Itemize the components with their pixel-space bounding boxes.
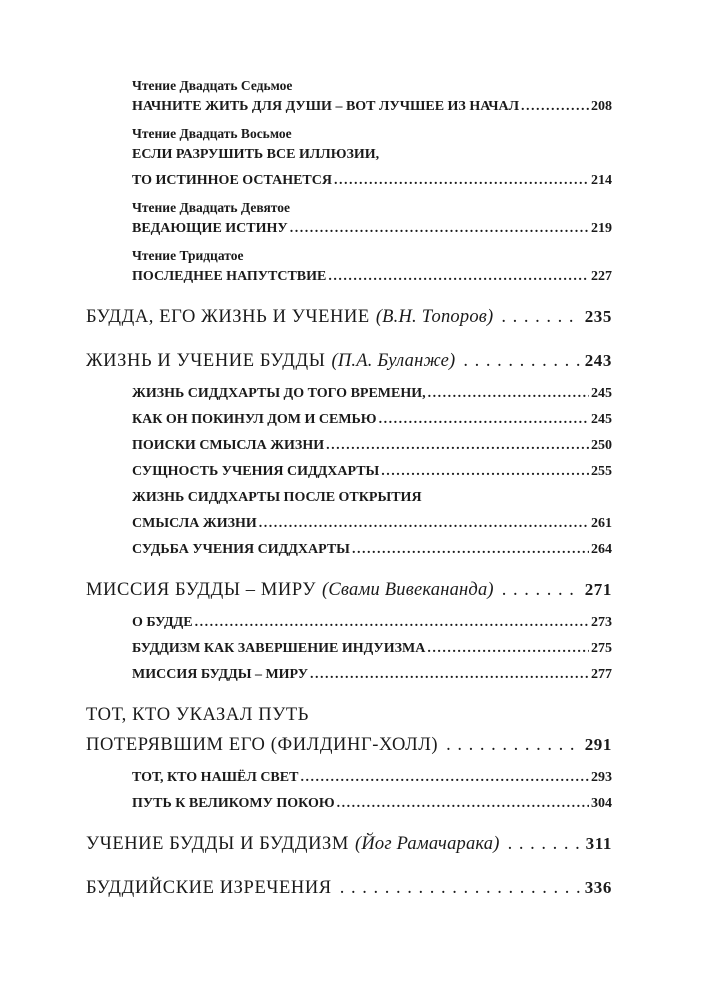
toc-section — [86, 302, 612, 332]
toc-line[interactable] — [132, 538, 612, 561]
page-number: 264 — [591, 542, 612, 557]
entry-title: ТОТ, КТО НАШЁЛ СВЕТ — [132, 770, 299, 785]
page-number: 261 — [591, 516, 612, 531]
reading-heading: Чтение Двадцать Девятое — [132, 200, 290, 215]
toc-entry — [132, 246, 612, 288]
section-heading[interactable] — [86, 302, 612, 332]
leader-dots — [521, 95, 589, 118]
leader-dots — [300, 766, 589, 789]
section-author: (В.Н. Топоров) — [375, 307, 494, 327]
subsection-list — [132, 766, 612, 815]
entry-title: ВЕДАЮЩИЕ ИСТИНУ — [132, 221, 288, 236]
readings-list — [132, 76, 612, 288]
page-number: 219 — [591, 221, 612, 236]
page-number: 336 — [584, 878, 612, 897]
leader-dots — [328, 265, 589, 288]
leader-dots — [310, 663, 589, 686]
toc-line[interactable] — [132, 265, 612, 288]
leader-dots — [259, 512, 589, 535]
entry-title: СУЩНОСТЬ УЧЕНИЯ СИДДХАРТЫ — [132, 464, 380, 479]
section-heading[interactable] — [86, 346, 612, 376]
toc-entry — [132, 76, 612, 118]
page-number: 275 — [591, 641, 612, 656]
entry-title: СМЫСЛА ЖИЗНИ — [132, 516, 257, 531]
page-number: 245 — [591, 386, 612, 401]
toc-line[interactable] — [132, 169, 612, 192]
section-author: (Йог Рамачарака) — [354, 834, 500, 854]
toc-line[interactable] — [132, 792, 612, 815]
leader-dots — [352, 538, 589, 561]
page-number: 271 — [584, 580, 612, 599]
table-of-contents — [86, 74, 612, 903]
entry-title-line: ЕСЛИ РАЗРУШИТЬ ВСЕ ИЛЛЮЗИИ, — [132, 147, 380, 162]
section-title: ПОТЕРЯВШИМ ЕГО (ФИЛДИНГ-ХОЛЛ) — [86, 735, 439, 755]
leader-dots — [427, 637, 589, 660]
page-number: 208 — [591, 99, 612, 114]
leader-dots — [502, 575, 581, 605]
toc-entry — [132, 124, 612, 192]
leader-dots — [463, 346, 580, 376]
entry-title: О БУДДЕ — [132, 615, 193, 630]
section-title: УЧЕНИЕ БУДДЫ И БУДДИЗМ — [86, 834, 349, 854]
section-author: (П.А. Буланже) — [331, 351, 456, 371]
page-number: 245 — [591, 412, 612, 427]
entry-title-line: ЖИЗНЬ СИДДХАРТЫ ПОСЛЕ ОТКРЫТИЯ — [132, 490, 422, 505]
page-number: 227 — [591, 269, 612, 284]
toc-line[interactable] — [132, 95, 612, 118]
toc-section — [86, 873, 612, 903]
entry-title: МИССИЯ БУДДЫ – МИРУ — [132, 667, 309, 682]
section-heading[interactable] — [86, 730, 612, 760]
page-number: 293 — [591, 770, 612, 785]
toc-section — [86, 829, 612, 859]
page-number: 291 — [584, 735, 612, 754]
leader-dots — [334, 169, 589, 192]
entry-title: БУДДИЗМ КАК ЗАВЕРШЕНИЕ ИНДУИЗМА — [132, 641, 426, 656]
section-title: БУДДА, ЕГО ЖИЗНЬ И УЧЕНИЕ — [86, 307, 370, 327]
toc-line[interactable] — [132, 460, 612, 483]
page-number: 214 — [591, 173, 612, 188]
toc-section — [86, 700, 612, 815]
leader-dots — [340, 873, 581, 903]
toc-line[interactable] — [132, 637, 612, 660]
toc-entry — [132, 198, 612, 240]
toc-line[interactable] — [132, 382, 612, 405]
page-number: 311 — [585, 834, 612, 853]
toc-section — [86, 575, 612, 686]
toc-line[interactable] — [132, 434, 612, 457]
section-title: БУДДИЙСКИЕ ИЗРЕЧЕНИЯ — [86, 878, 332, 898]
page-number: 235 — [584, 307, 612, 326]
leader-dots — [290, 217, 589, 240]
entry-title: КАК ОН ПОКИНУЛ ДОМ И СЕМЬЮ — [132, 412, 377, 427]
reading-heading: Чтение Двадцать Восьмое — [132, 126, 292, 141]
subsection-list — [132, 382, 612, 561]
entry-title: СУДЬБА УЧЕНИЯ СИДДХАРТЫ — [132, 542, 350, 557]
entry-title: ТО ИСТИННОЕ ОСТАНЕТСЯ — [132, 173, 332, 188]
leader-dots — [508, 829, 582, 859]
section-heading[interactable] — [86, 829, 612, 859]
entry-title: НАЧНИТЕ ЖИТЬ ДЛЯ ДУШИ – ВОТ ЛУЧШЕЕ ИЗ НАЧАЛ — [132, 99, 520, 114]
section-title: ЖИЗНЬ И УЧЕНИЕ БУДДЫ — [86, 351, 326, 371]
section-title: МИССИЯ БУДДЫ – МИРУ — [86, 580, 317, 600]
toc-line[interactable] — [132, 512, 612, 535]
leader-dots — [446, 730, 581, 760]
toc-section — [86, 346, 612, 561]
entry-title: ПОСЛЕДНЕЕ НАПУТСТВИЕ — [132, 269, 327, 284]
subsection-list — [132, 611, 612, 686]
toc-line[interactable] — [132, 663, 612, 686]
toc-line[interactable] — [132, 217, 612, 240]
entry-title: ПУТЬ К ВЕЛИКОМУ ПОКОЮ — [132, 796, 335, 811]
leader-dots — [195, 611, 589, 634]
leader-dots — [379, 408, 589, 431]
page-number: 273 — [591, 615, 612, 630]
toc-line[interactable] — [132, 408, 612, 431]
section-heading[interactable] — [86, 575, 612, 605]
section-heading[interactable] — [86, 873, 612, 903]
page-number: 250 — [591, 438, 612, 453]
page-number: 243 — [584, 351, 612, 370]
entry-title: ЖИЗНЬ СИДДХАРТЫ ДО ТОГО ВРЕМЕНИ, — [132, 386, 426, 401]
leader-dots — [326, 434, 589, 457]
section-title-line[interactable]: ТОТ, КТО УКАЗАЛ ПУТЬ — [86, 705, 310, 725]
leader-dots — [337, 792, 589, 815]
reading-heading: Чтение Тридцатое — [132, 248, 244, 263]
leader-dots — [428, 382, 589, 405]
page-number: 255 — [591, 464, 612, 479]
leader-dots — [381, 460, 589, 483]
leader-dots — [501, 302, 580, 332]
toc-line[interactable] — [132, 766, 612, 789]
section-author: (Свами Вивекананда) — [322, 580, 494, 600]
reading-heading: Чтение Двадцать Седьмое — [132, 78, 293, 93]
toc-line[interactable] — [132, 611, 612, 634]
page-number: 304 — [591, 796, 612, 811]
page-number: 277 — [591, 667, 612, 682]
entry-title: ПОИСКИ СМЫСЛА ЖИЗНИ — [132, 438, 325, 453]
